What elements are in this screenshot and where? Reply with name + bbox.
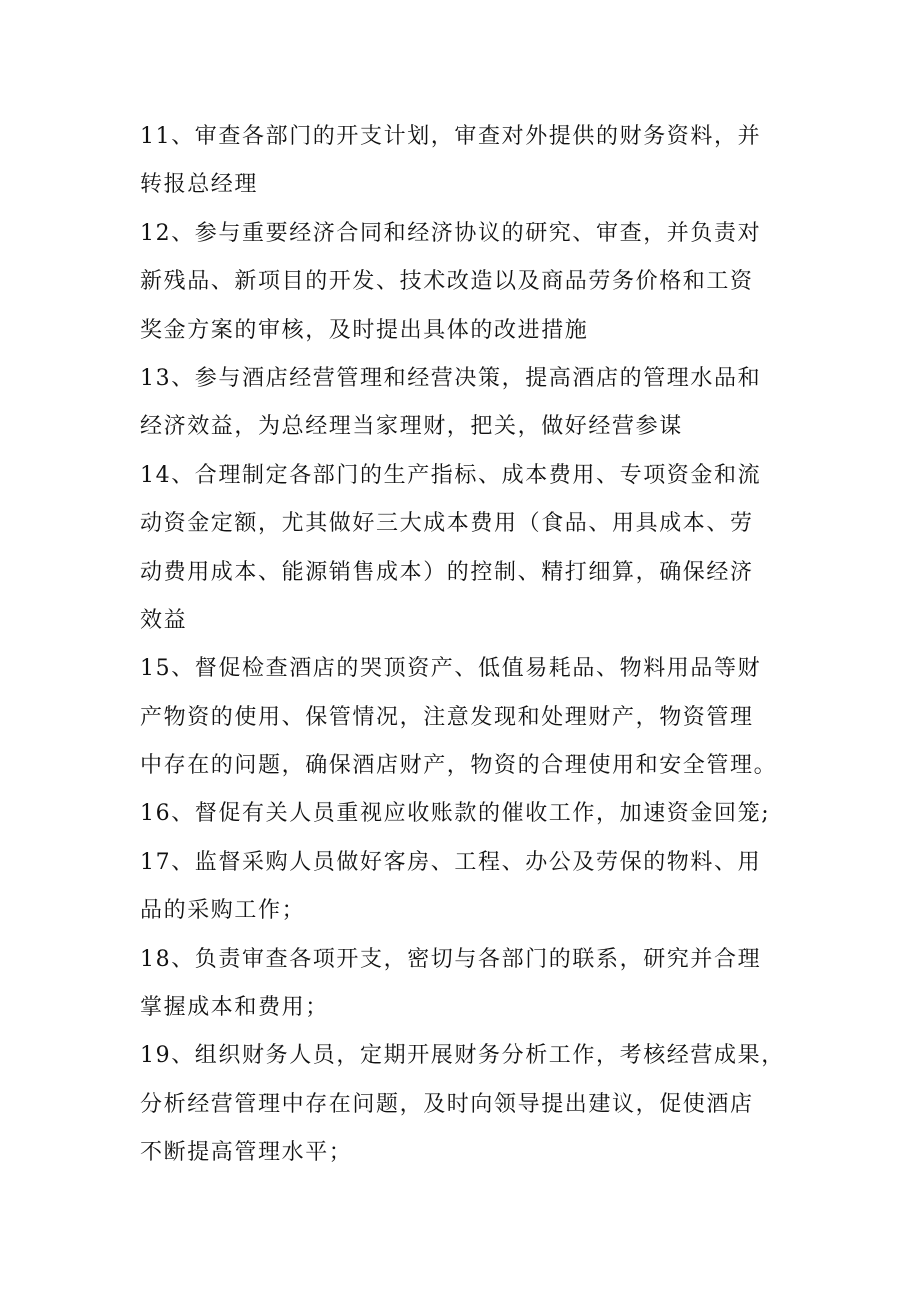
text-line: 转报总经理 bbox=[140, 172, 259, 198]
text-line: 中存在的问题，确保酒店财产，物资的合理使用和安全管理。 bbox=[140, 753, 778, 779]
text-line: 15、督促检查酒店的哭顶资产、低值易耗品、物料用品等财 bbox=[140, 656, 762, 682]
text-line: 掌握成本和费用； bbox=[140, 995, 329, 1021]
text-line: 经济效益，为总经理当家理财，把关，做好经营参谋 bbox=[140, 414, 683, 440]
text-line: 动资金定额，尤其做好三大成本费用（食品、用具成本、劳 bbox=[140, 511, 754, 537]
text-line: 品的采购工作； bbox=[140, 898, 306, 924]
text-line: 14、合理制定各部门的生产指标、成本费用、专项资金和流 bbox=[140, 462, 762, 488]
text-line: 分析经营管理中存在问题，及时向领导提出建议，促使酒店 bbox=[140, 1091, 754, 1117]
text-line: 13、参与酒店经营管理和经营决策，提高酒店的管理水品和 bbox=[140, 365, 762, 391]
text-line: 16、督促有关人员重视应收账款的催收工作，加速资金回笼; bbox=[140, 801, 771, 827]
document-body bbox=[140, 113, 790, 1178]
text-line: 动费用成本、能源销售成本）的控制、精打细算，确保经济 bbox=[140, 559, 754, 585]
text-line: 奖金方案的审核，及时提出具体的改进措施 bbox=[140, 317, 589, 343]
text-line: 11、审查各部门的开支计划，审查对外提供的财务资料，并 bbox=[140, 124, 762, 149]
text-line: 19、组织财务人员，定期开展财务分析工作，考核经营成果， bbox=[140, 1043, 785, 1069]
text-line: 不断提高管理水平； bbox=[140, 1140, 353, 1166]
text-line: 产物资的使用、保管情况，注意发现和处理财产，物资管理 bbox=[140, 704, 754, 730]
text-line: 18、负责审查各项开支，密切与各部门的联系，研究并合理 bbox=[140, 946, 762, 972]
text-line: 新残品、新项目的开发、技术改造以及商品劳务价格和工资 bbox=[140, 269, 754, 295]
text-line: 效益 bbox=[140, 607, 188, 633]
text-line: 17、监督采购人员做好客房、工程、办公及劳保的物料、用 bbox=[140, 849, 762, 875]
text-line: 12、参与重要经济合同和经济协议的研究、审查，并负责对 bbox=[140, 220, 762, 246]
